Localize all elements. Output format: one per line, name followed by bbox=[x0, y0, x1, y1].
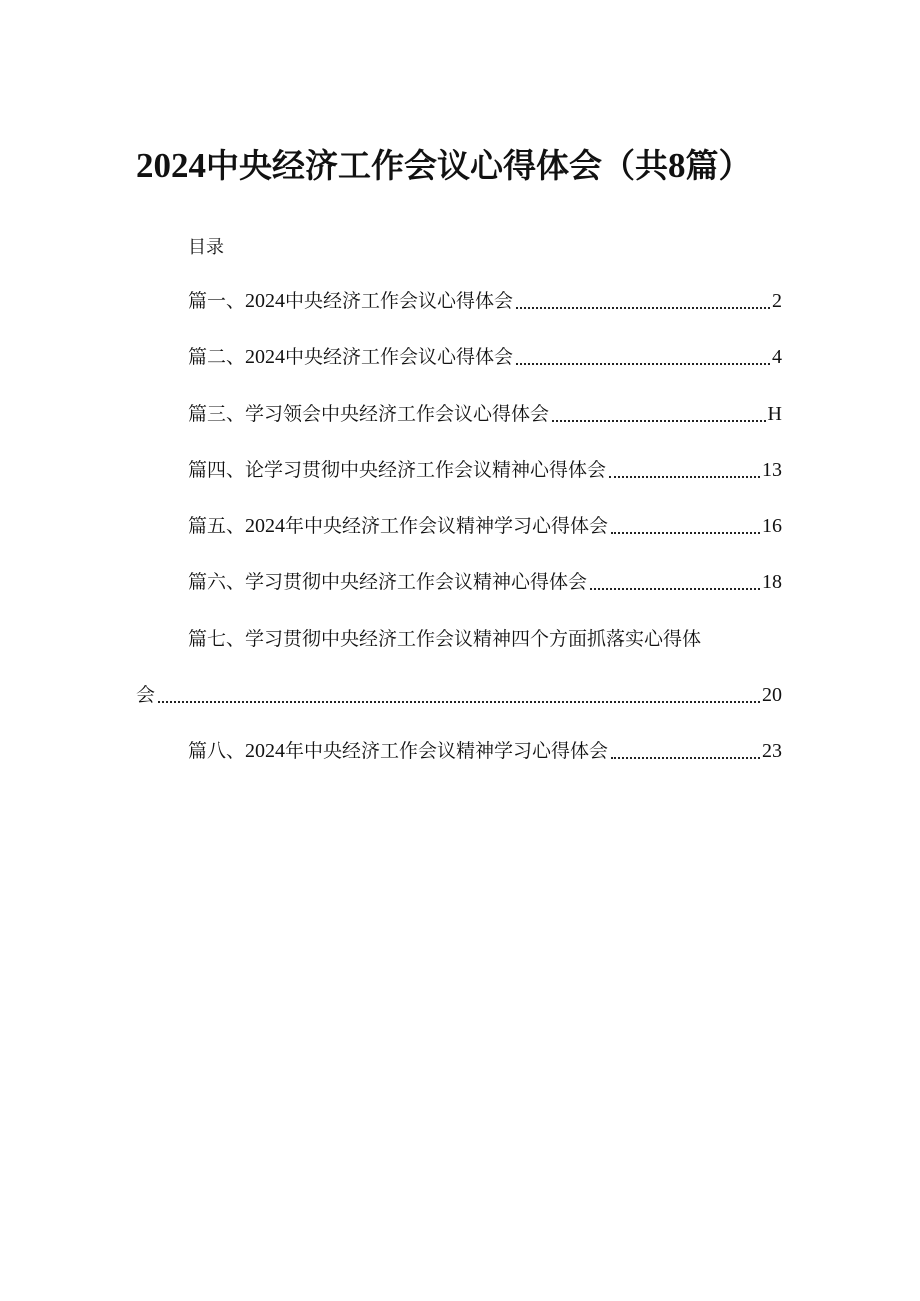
toc-entry-prefix: 篇七、 bbox=[188, 628, 246, 650]
toc-heading: 目录 bbox=[188, 237, 224, 258]
title-year: 2024 bbox=[136, 146, 206, 185]
toc-entry-8[interactable] bbox=[188, 736, 782, 766]
title-count: 8 bbox=[668, 146, 686, 185]
toc-leader bbox=[516, 307, 770, 309]
toc-leader bbox=[609, 476, 760, 478]
toc-entry-4[interactable] bbox=[188, 455, 782, 485]
toc-leader bbox=[611, 532, 760, 534]
title-suffix: 篇） bbox=[685, 146, 752, 185]
toc-entry-2[interactable] bbox=[188, 342, 782, 372]
toc-entry-7-continuation[interactable] bbox=[136, 680, 782, 710]
toc-page-number: 13 bbox=[762, 459, 782, 481]
document-title bbox=[136, 142, 836, 190]
toc-entry-label: 篇六、学习贯彻中央经济工作会议精神心得体会 bbox=[188, 571, 588, 593]
toc-page-number: 4 bbox=[772, 346, 782, 368]
toc-leader bbox=[552, 420, 766, 422]
toc-entry-label: 篇一、2024中央经济工作会议心得体会 bbox=[188, 290, 514, 312]
toc-entry-6[interactable] bbox=[188, 567, 782, 597]
toc-leader bbox=[611, 757, 760, 759]
toc-entry-label: 会 bbox=[136, 684, 156, 706]
toc-page-number: H bbox=[767, 403, 782, 425]
toc-leader bbox=[590, 588, 760, 590]
toc-entry-label: 篇八、2024年中央经济工作会议精神学习心得体会 bbox=[188, 740, 609, 762]
toc-entry-5[interactable] bbox=[188, 511, 782, 541]
toc-leader bbox=[158, 701, 760, 703]
toc-page-number: 23 bbox=[762, 740, 782, 762]
toc-entry-text: 学习贯彻中央经济工作会议精神四个方面抓落实心得体 bbox=[245, 628, 702, 650]
toc-entry-1[interactable] bbox=[188, 286, 782, 316]
toc-page-number: 18 bbox=[762, 571, 782, 593]
toc-entry-label: 篇二、2024中央经济工作会议心得体会 bbox=[188, 346, 514, 368]
title-text: 中央经济工作会议心得体会（共 bbox=[206, 146, 668, 185]
toc-entry-label: 篇四、论学习贯彻中央经济工作会议精神心得体会 bbox=[188, 459, 607, 481]
toc-entry-label: 篇三、学习领会中央经济工作会议心得体会 bbox=[188, 403, 550, 425]
toc-entry-label: 篇五、2024年中央经济工作会议精神学习心得体会 bbox=[188, 515, 609, 537]
toc-entry-7[interactable] bbox=[188, 624, 782, 654]
toc-page-number: 20 bbox=[762, 684, 782, 706]
toc-page-number: 2 bbox=[772, 290, 782, 312]
toc-page-number: 16 bbox=[762, 515, 782, 537]
toc-leader bbox=[516, 363, 770, 365]
toc-entry-3[interactable] bbox=[188, 399, 782, 429]
